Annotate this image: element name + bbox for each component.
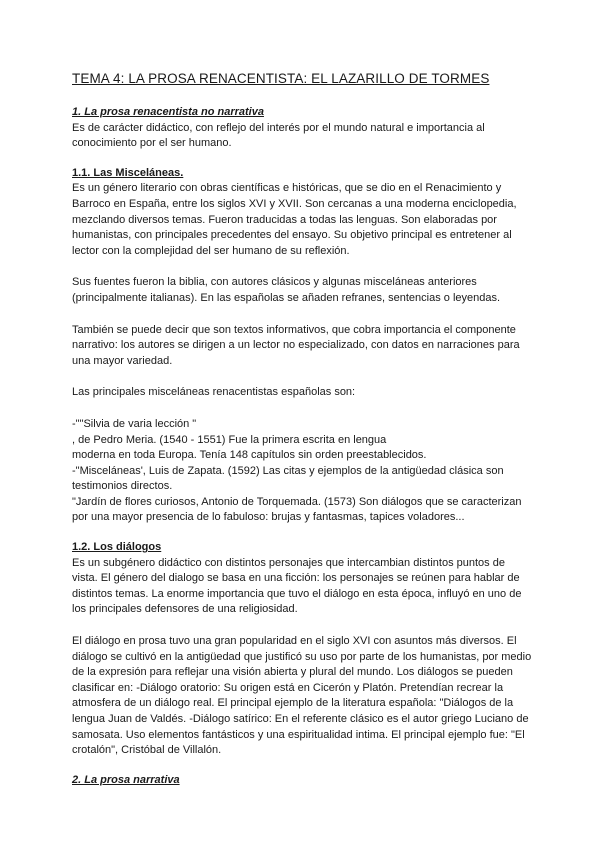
miscelaneas-paragraph-4: Las principales misceláneas renacentistas españolas son:: [72, 386, 356, 399]
section-1-heading: 1. La prosa renacentista no narrativa: [72, 106, 264, 118]
miscelaneas-list-item: "Jardín de flores curiosos, Antonio de Torquemada. (1573) Son diálogos que se caracterizan por una mayor presencia de lo fabuloso: brujas y fantasmas, tapices voladores...: [72, 495, 522, 524]
miscelaneas-paragraph-1: Es un género literario con obras científicas e históricas, que se dio en el Renacimiento y Barroco en España, entre los siglos XVI y XVII. Son cercanas a una moderna enciclopedia, mezclando diversos temas. Fueron traducidas a todas las lenguas. Son elaboradas por humanistas, con principales precedentes del ensayo. Su objetivo principal es entretener al lector con la complejidad del ser humano de su reflexión.: [72, 182, 517, 257]
section-1-intro: Es de carácter didáctico, con reflejo del interés por el mundo natural e importancia al conocimiento por el ser humano.: [72, 121, 485, 150]
miscelaneas-list-item: -""Silvia de varia lección ": [72, 417, 197, 430]
subsection-1-2-heading: 1.2. Los diálogos: [72, 541, 162, 554]
document-title: TEMA 4: LA PROSA RENACENTISTA: EL LAZARILLO DE TORMES: [72, 71, 490, 86]
miscelaneas-list-item: -"Misceláneas', Luis de Zapata. (1592) Las citas y ejemplos de la antigüedad clásica son testimonios directos.: [72, 464, 504, 493]
miscelaneas-paragraph-3: También se puede decir que son textos informativos, que cobra importancia el componente narrativo: los autores se dirigen a un lector no especializado, con datos en narraciones para una mayor variedad.: [72, 323, 520, 367]
miscelaneas-paragraph-2: Sus fuentes fueron la biblia, con autores clásicos y algunas misceláneas anteriores (principalmente italianas). En las españolas se añaden refranes, sentencias o leyendas.: [72, 276, 501, 304]
dialogos-paragraph-1: Es un subgénero didáctico con distintos personajes que intercambian distintos puntos de vista. El género del dialogo se basa en una ficción: los personajes se reúnen para hablar de distintos temas. La enorme importancia que tuvo el diálogo en esta época, influyó en uno de los principales defensores de una religiosidad.: [72, 556, 522, 616]
subsection-1-1-heading: 1.1. Las Misceláneas.: [72, 166, 184, 179]
document-page: [72, 70, 532, 788]
miscelaneas-list-item: moderna en toda Europa. Tenía 148 capítulos sin orden preestablecidos.: [72, 449, 427, 462]
miscelaneas-list-item: , de Pedro Meria. (1540 - 1551) Fue la primera escrita en lengua: [72, 433, 387, 446]
section-2-heading: 2. La prosa narrativa: [72, 773, 180, 786]
dialogos-paragraph-2: El diálogo en prosa tuvo una gran popularidad en el siglo XVI con asuntos más diversos. El diálogo se cultivó en la antigüedad que justificó su uso por parte de los humanistas, por medio de la expresión para reflejar una visión abierta y plural del mundo. Los diálogos se pueden clasificar en: -Diálogo oratorio: Su origen está en Cicerón y Platón. Pretendían recrear la atmosfera de un diálogo real. El principal ejemplo de la literatura española: "Diálogos de la lengua Juan de Valdés. -Diálogo satírico: En el referente clásico es el autor griego Luciano de samosata. Uso elementos fantásticos y una espiritualidad intima. El principal ejemplo fue: "El crotalón", Cristóbal de Villalón.: [72, 635, 532, 757]
